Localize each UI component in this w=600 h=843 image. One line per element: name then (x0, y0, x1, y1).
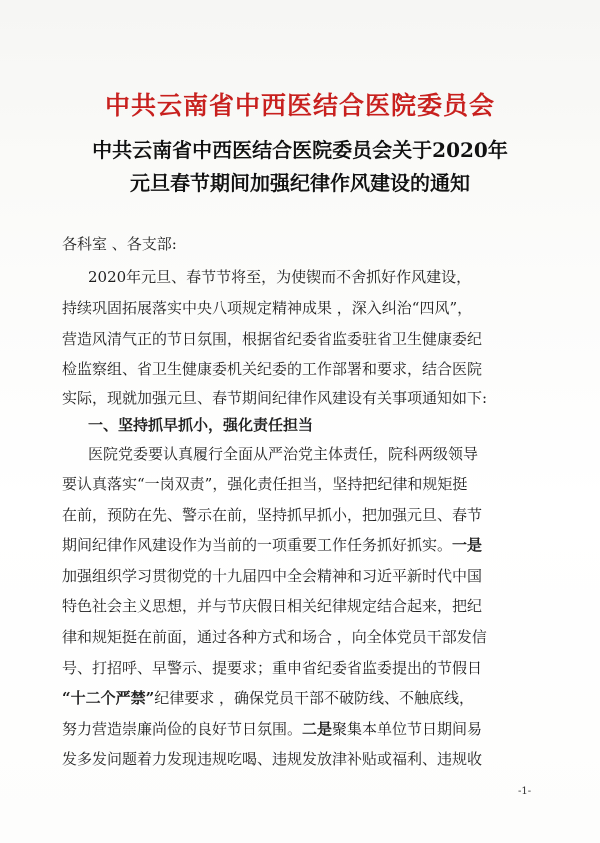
para2-line-10-text-a: 努力营造崇廉尚俭的良好节日氛围。 (62, 720, 303, 738)
para2-line-2: 要认真落实“一岗双责”，强化责任担当，坚持把纪律和规矩挺 (62, 475, 468, 493)
para1-line-3: 营造风清气正的节日氛围，根据省纪委省监委驻省卫生健康委纪 (62, 330, 483, 348)
para2-line-3: 在前，预防在先、警示在前，坚持抓早抓小，把加强元旦、春节 (62, 506, 483, 524)
red-header-org-name: 中共云南省中西医结合医院委员会 (104, 91, 495, 120)
emphasis-yi-shi: 一是 (452, 536, 483, 554)
para1-line-1: 2020年元旦、春节节将至，为使锲而不舍抓好作风建设， (88, 268, 472, 286)
notice-title-line-2: 元旦春节期间加强纪律作风建设的通知 (130, 171, 470, 195)
page-number: -1- (518, 786, 532, 797)
para2-line-6: 特色社会主义思想，并与节庆假日相关纪律规定结合起来，把纪 (62, 597, 483, 615)
notice-title-line-1: 中共云南省中西医结合医院委员会关于2020年 (92, 138, 508, 162)
para2-line-4-text: 期间纪律作风建设作为当前的一项重要工作任务抓好抓实。 (62, 536, 453, 554)
para2-line-1: 医院党委要认真履行全面从严治党主体责任，院科两级领导 (88, 445, 479, 463)
emphasis-er-shi: 二是 (302, 720, 333, 738)
para2-line-9-text: 纪律要求 ，确保党员干部不破防线、不触底线， (154, 689, 475, 707)
para1-line-2: 持续巩固拓展落实中央八项规定精神成果 ，深入纠治“四风”， (62, 299, 473, 317)
para2-line-10-text-b: 聚集本单位节日期间易 (332, 720, 483, 738)
para2-line-10 (62, 718, 482, 740)
para1-line-5: 实际，现就加强元旦、春节期间纪律作风建设有关事项通知如下: (62, 389, 488, 407)
para2-line-11: 发多发问题着力发现违规吃喝、违规发放津补贴或福利、违规收 (62, 750, 483, 768)
para2-line-9 (62, 687, 474, 709)
para2-line-8: 号、打招呼、早警示、提要求；重申省纪委省监委提出的节假日 (62, 659, 483, 677)
para2-line-5: 加强组织学习贯彻党的十九届四中全会精神和习近平新时代中国 (62, 567, 483, 585)
section-1-heading: 一、坚持抓早抓小，强化责任担当 (88, 416, 314, 434)
para1-line-4: 检监察组、省卫生健康委机关纪委的工作部署和要求，结合医院 (62, 360, 483, 378)
para2-line-7: 律和规矩挺在前面，通过各种方式和场合 ，向全体党员干部发信 (62, 628, 487, 646)
salutation: 各科室 、各支部: (62, 235, 177, 253)
emphasis-twelve-prohibitions: “十二个严禁” (62, 689, 155, 707)
para2-line-4 (62, 534, 482, 556)
